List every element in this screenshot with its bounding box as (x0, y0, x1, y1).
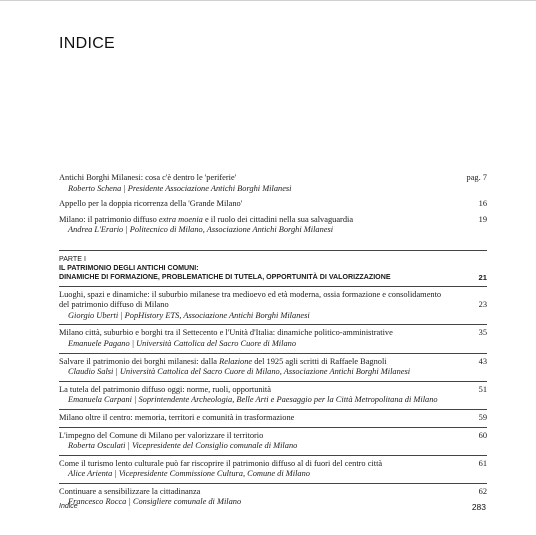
toc-entry (59, 286, 487, 325)
entry-title: Antichi Borghi Milanesi: cosa c'è dentro le 'periferie' (59, 173, 237, 182)
entry-title: Appello per la doppia ricorrenza della 'Grande Milano' (59, 199, 243, 209)
part-heading (59, 250, 487, 286)
toc-entry (59, 381, 487, 409)
toc-entry (59, 427, 487, 455)
entry-title: Luoghi, spazi e dinamiche: il suburbio milanese tra medioevo ed età moderna, ossia formazione e consolidamento del patrimonio diffuso di Milano (59, 289, 442, 310)
entry-author: Andrea L'Erario | Politecnico di Milano, Associazione Antichi Borghi Milanesi (68, 225, 334, 235)
toc-entry (59, 199, 487, 210)
toc-entry (59, 483, 487, 511)
toc-entry (59, 409, 487, 427)
entry-author: Emanuele Pagano | Università Cattolica del Sacro Cuore di Milano (68, 338, 297, 348)
part-title-line1: IL PATRIMONIO DEGLI ANTICHI COMUNI: (59, 264, 199, 273)
page-top-edge (0, 0, 536, 1)
entry-page: 16 (478, 199, 487, 209)
running-footer: Indice (59, 503, 78, 510)
entry-author: Roberto Schena | Presidente Associazione Antichi Borghi Milanesi (68, 183, 292, 193)
page-title: INDICE (59, 35, 116, 52)
entry-page: 35 (478, 328, 487, 338)
entry-page: 23 (478, 299, 487, 309)
entry-title: Come il turismo lento culturale può far riscoprire il patrimonio diffuso al di fuori del centro città (59, 458, 383, 468)
entry-page: 19 (478, 214, 487, 224)
entry-author: Giorgio Uberti | PopHistory ETS, Associazione Antichi Borghi Milanesi (68, 310, 310, 320)
entry-author: Emanuela Carpani | Soprintendente Archeologia, Belle Arti e Paesaggio per la Città Metropolitana di Milano (68, 395, 438, 405)
entry-author: Francesco Rocca | Consigliere comunale di Milano (68, 497, 242, 507)
part-label: PARTE I (59, 254, 86, 263)
entry-page: 61 (478, 458, 487, 468)
entry-title: Milano oltre il centro: memoria, territori e comunità in trasformazione (59, 412, 295, 422)
entry-author: Roberta Osculati | Vicepresidente del Consiglio comunale di Milano (68, 441, 298, 451)
entry-page: 43 (478, 356, 487, 366)
entry-page: 59 (478, 412, 487, 422)
entry-title: La tutela del patrimonio diffuso oggi: norme, ruoli, opportunità (59, 384, 271, 394)
toc-entry (59, 173, 487, 194)
entry-page: 60 (478, 430, 487, 440)
entry-page: pag. 7 (466, 173, 487, 182)
entry-page: 62 (478, 486, 487, 496)
entry-title: Continuare a sensibilizzare la cittadinanza (59, 486, 201, 496)
toc-entry (59, 324, 487, 352)
entry-title: Milano: il patrimonio diffuso extra moenia e il ruolo dei cittadini nella sua salvaguardia (59, 214, 354, 224)
part-title-line2: DINAMICHE DI FORMAZIONE, PROBLEMATICHE DI TUTELA, OPPORTUNITÀ DI VALORIZZAZIONE (59, 273, 391, 282)
part-page: 21 (478, 273, 487, 283)
entry-title: L'impegno del Comune di Milano per valorizzare il territorio (59, 430, 264, 440)
toc-entry (59, 215, 487, 236)
entry-author: Claudio Salsi | Università Cattolica del Sacro Cuore di Milano, Associazione Antichi Borghi Milanesi (68, 367, 411, 377)
toc-entry (59, 353, 487, 381)
entry-title: Salvare il patrimonio dei borghi milanesi: dalla Relazione del 1925 agli scritti di Raffaele Bagnoli (59, 356, 387, 366)
entry-page: 51 (478, 384, 487, 394)
table-of-contents (59, 173, 487, 511)
page-number: 283 (471, 502, 486, 512)
toc-entry (59, 455, 487, 483)
entry-title: Milano città, suburbio e borghi tra il Settecento e l'Unità d'Italia: dinamiche politico-amministrative (59, 328, 393, 338)
entry-author: Alice Arienta | Vicepresidente Commissione Cultura, Comune di Milano (68, 469, 310, 479)
